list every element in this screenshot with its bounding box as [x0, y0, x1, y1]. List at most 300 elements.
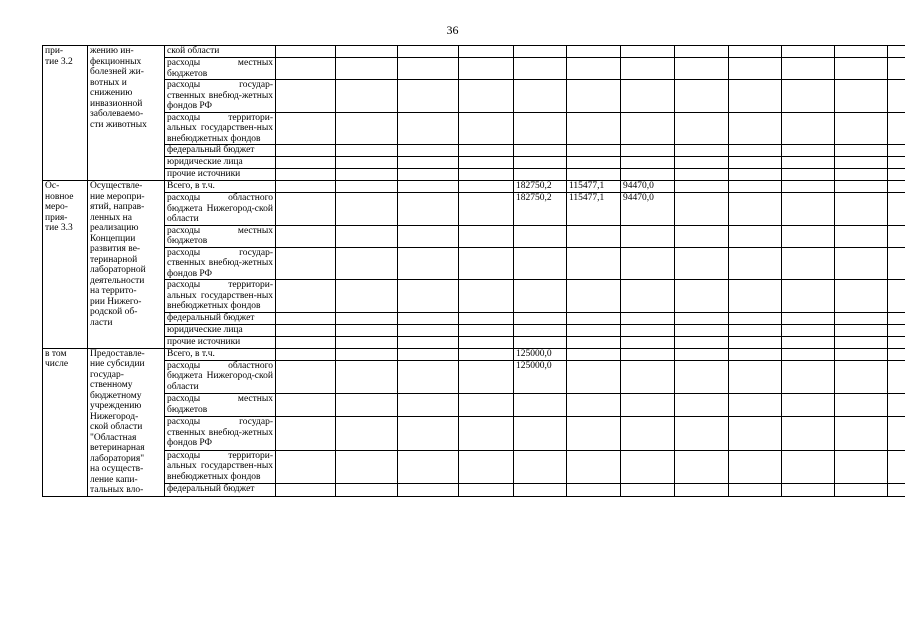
value-cell: [621, 336, 675, 348]
value-cell: [621, 80, 675, 113]
funding-source: федеральный бюджет: [165, 484, 276, 496]
value-cell: [782, 312, 835, 324]
value-cell: [398, 450, 459, 484]
value-cell: [888, 112, 905, 145]
value-cell: [675, 417, 729, 451]
value-cell: [514, 484, 567, 496]
value-cell: [835, 112, 888, 145]
value-cell: [835, 336, 888, 348]
value-cell: [621, 280, 675, 313]
table-row: [43, 336, 905, 348]
value-cell: [514, 312, 567, 324]
value-cell: [782, 348, 835, 360]
value-cell: 125000,0: [514, 360, 567, 394]
funding-source: расходы государ-ственных внебюд-жетных фондов РФ: [165, 247, 276, 280]
value-cell: [336, 112, 398, 145]
value-cell: [729, 157, 782, 169]
value-cell: [888, 324, 905, 336]
value-cell: [398, 280, 459, 313]
value-cell: [782, 46, 835, 58]
value-cell: [888, 80, 905, 113]
value-cell: [398, 312, 459, 324]
table-row: [43, 145, 905, 157]
value-cell: [459, 112, 514, 145]
value-cell: [567, 247, 621, 280]
value-cell: [514, 46, 567, 58]
value-cell: [835, 360, 888, 394]
value-cell: [782, 360, 835, 394]
value-cell: [567, 112, 621, 145]
value-cell: [459, 46, 514, 58]
value-cell: [835, 324, 888, 336]
funding-source: расходы государ-ственных внебюд-жетных фондов РФ: [165, 80, 276, 113]
value-cell: [567, 46, 621, 58]
value-cell: [675, 312, 729, 324]
value-cell: [276, 280, 336, 313]
value-cell: [336, 157, 398, 169]
value-cell: [398, 324, 459, 336]
value-cell: [336, 46, 398, 58]
funding-source: расходы областного бюджета Нижегород-ской области: [165, 193, 276, 226]
value-cell: [514, 225, 567, 247]
funding-source: федеральный бюджет: [165, 312, 276, 324]
value-cell: [888, 247, 905, 280]
value-cell: [336, 169, 398, 181]
value-cell: [782, 336, 835, 348]
value-cell: [835, 280, 888, 313]
value-cell: [835, 58, 888, 80]
value-cell: [675, 112, 729, 145]
value-cell: [888, 58, 905, 80]
value-cell: [276, 46, 336, 58]
value-cell: [621, 348, 675, 360]
value-cell: [729, 324, 782, 336]
value-cell: [835, 157, 888, 169]
funding-source: расходы местных бюджетов: [165, 394, 276, 417]
value-cell: [398, 247, 459, 280]
value-cell: [729, 58, 782, 80]
value-cell: [729, 112, 782, 145]
value-cell: [835, 348, 888, 360]
value-cell: [398, 46, 459, 58]
table-row: [43, 348, 905, 360]
value-cell: [782, 247, 835, 280]
value-cell: [621, 157, 675, 169]
value-cell: [567, 417, 621, 451]
value-cell: [835, 80, 888, 113]
value-cell: [621, 58, 675, 80]
table-row: [43, 450, 905, 484]
value-cell: [835, 247, 888, 280]
value-cell: [782, 417, 835, 451]
value-cell: [276, 484, 336, 496]
value-cell: [398, 417, 459, 451]
value-cell: [459, 348, 514, 360]
value-cell: [888, 169, 905, 181]
value-cell: [398, 336, 459, 348]
value-cell: [729, 46, 782, 58]
value-cell: [888, 280, 905, 313]
value-cell: [729, 394, 782, 417]
value-cell: [675, 169, 729, 181]
value-cell: [459, 193, 514, 226]
value-cell: [729, 417, 782, 451]
value-cell: [336, 280, 398, 313]
funding-table: [42, 45, 905, 497]
value-cell: [675, 46, 729, 58]
value-cell: [567, 145, 621, 157]
value-cell: [398, 225, 459, 247]
funding-source: прочие источники: [165, 169, 276, 181]
value-cell: [459, 169, 514, 181]
value-cell: [835, 450, 888, 484]
section-name: Осуществле- ние меропри- ятий, направ- ленных на реализацию Концепции развития ве- теринарной лабораторной деятельности на террито- рии Нижего- родской об- ласти: [88, 181, 165, 349]
value-cell: 182750,2: [514, 193, 567, 226]
value-cell: [398, 193, 459, 226]
value-cell: [888, 193, 905, 226]
value-cell: [459, 225, 514, 247]
value-cell: [782, 484, 835, 496]
value-cell: [398, 80, 459, 113]
value-cell: [514, 417, 567, 451]
value-cell: [567, 450, 621, 484]
section-label: при- тие 3.2: [43, 46, 88, 181]
value-cell: [514, 336, 567, 348]
value-cell: [567, 58, 621, 80]
value-cell: [276, 324, 336, 336]
table-row: [43, 324, 905, 336]
table-row: [43, 247, 905, 280]
value-cell: [336, 193, 398, 226]
value-cell: [276, 58, 336, 80]
value-cell: [567, 324, 621, 336]
value-cell: [675, 181, 729, 193]
funding-source: Всего, в т.ч.: [165, 181, 276, 193]
value-cell: [514, 157, 567, 169]
value-cell: [459, 145, 514, 157]
value-cell: [276, 193, 336, 226]
value-cell: [888, 394, 905, 417]
table-row: [43, 80, 905, 113]
value-cell: [567, 336, 621, 348]
value-cell: [336, 324, 398, 336]
value-cell: [835, 312, 888, 324]
value-cell: [276, 80, 336, 113]
value-cell: [888, 336, 905, 348]
value-cell: [398, 112, 459, 145]
value-cell: [888, 157, 905, 169]
value-cell: [459, 360, 514, 394]
value-cell: [675, 336, 729, 348]
value-cell: [888, 450, 905, 484]
value-cell: [621, 394, 675, 417]
table-row: [43, 280, 905, 313]
value-cell: [835, 394, 888, 417]
value-cell: [835, 46, 888, 58]
value-cell: [621, 360, 675, 394]
value-cell: [835, 484, 888, 496]
value-cell: [514, 280, 567, 313]
funding-source: ской области: [165, 46, 276, 58]
value-cell: [621, 324, 675, 336]
value-cell: [675, 157, 729, 169]
value-cell: [276, 394, 336, 417]
value-cell: [729, 247, 782, 280]
value-cell: [398, 157, 459, 169]
funding-source: юридические лица: [165, 324, 276, 336]
value-cell: [514, 450, 567, 484]
value-cell: [621, 312, 675, 324]
funding-source: федеральный бюджет: [165, 145, 276, 157]
value-cell: [514, 58, 567, 80]
section-label: в том числе: [43, 348, 88, 496]
value-cell: [675, 348, 729, 360]
value-cell: [567, 484, 621, 496]
value-cell: [459, 394, 514, 417]
value-cell: [729, 450, 782, 484]
value-cell: [729, 169, 782, 181]
value-cell: [675, 225, 729, 247]
funding-source: расходы областного бюджета Нижегород-ской области: [165, 360, 276, 394]
value-cell: [888, 484, 905, 496]
value-cell: [398, 181, 459, 193]
value-cell: [276, 169, 336, 181]
value-cell: [567, 348, 621, 360]
value-cell: [336, 312, 398, 324]
value-cell: [567, 225, 621, 247]
value-cell: [276, 336, 336, 348]
value-cell: [675, 280, 729, 313]
value-cell: [782, 169, 835, 181]
table-row: [43, 360, 905, 394]
table-row: [43, 193, 905, 226]
value-cell: [729, 80, 782, 113]
value-cell: [675, 324, 729, 336]
value-cell: [675, 360, 729, 394]
table-row: [43, 112, 905, 145]
value-cell: [276, 450, 336, 484]
value-cell: [621, 46, 675, 58]
value-cell: [398, 394, 459, 417]
value-cell: [621, 112, 675, 145]
value-cell: [459, 417, 514, 451]
value-cell: [835, 169, 888, 181]
funding-source: расходы территори-альных государствен-ных внебюджетных фондов: [165, 450, 276, 484]
value-cell: [336, 58, 398, 80]
value-cell: [567, 394, 621, 417]
value-cell: [276, 312, 336, 324]
value-cell: [888, 360, 905, 394]
table-row: [43, 484, 905, 496]
value-cell: [782, 225, 835, 247]
value-cell: [888, 225, 905, 247]
table-row: [43, 312, 905, 324]
value-cell: [276, 225, 336, 247]
section-label: Ос- новное меро- прия- тие 3.3: [43, 181, 88, 349]
value-cell: 94470,0: [621, 181, 675, 193]
value-cell: [621, 145, 675, 157]
value-cell: [675, 484, 729, 496]
value-cell: [336, 484, 398, 496]
table-row: [43, 225, 905, 247]
funding-source: расходы территори-альных государствен-ных внебюджетных фондов: [165, 280, 276, 313]
section-name: Предоставле- ние субсидии государ- ственному бюджетному учреждению Нижегород- ской области "Областная ветеринарная лаборатория" на осуществ- ление капи- тальных вло-: [88, 348, 165, 496]
value-cell: 115477,1: [567, 193, 621, 226]
value-cell: [621, 169, 675, 181]
value-cell: 115477,1: [567, 181, 621, 193]
value-cell: [782, 394, 835, 417]
value-cell: [782, 450, 835, 484]
value-cell: [336, 336, 398, 348]
value-cell: [729, 280, 782, 313]
value-cell: [276, 157, 336, 169]
value-cell: [276, 417, 336, 451]
value-cell: [729, 181, 782, 193]
page-number: 36: [446, 23, 459, 37]
funding-source: юридические лица: [165, 157, 276, 169]
funding-source: прочие источники: [165, 336, 276, 348]
value-cell: [514, 145, 567, 157]
value-cell: [459, 157, 514, 169]
value-cell: [336, 394, 398, 417]
value-cell: [336, 348, 398, 360]
value-cell: [336, 360, 398, 394]
value-cell: [729, 193, 782, 226]
value-cell: [782, 324, 835, 336]
value-cell: [276, 145, 336, 157]
value-cell: [835, 181, 888, 193]
table-body: [43, 46, 905, 497]
value-cell: [729, 312, 782, 324]
funding-source: расходы местных бюджетов: [165, 225, 276, 247]
value-cell: [782, 112, 835, 145]
value-cell: [621, 450, 675, 484]
value-cell: [276, 112, 336, 145]
value-cell: [336, 417, 398, 451]
table-row: [43, 157, 905, 169]
value-cell: [459, 336, 514, 348]
funding-source: расходы местных бюджетов: [165, 58, 276, 80]
value-cell: [567, 80, 621, 113]
value-cell: [729, 145, 782, 157]
value-cell: [729, 360, 782, 394]
value-cell: [729, 484, 782, 496]
value-cell: [276, 247, 336, 280]
value-cell: [567, 280, 621, 313]
value-cell: [514, 80, 567, 113]
funding-source: расходы государ-ственных внебюд-жетных фондов РФ: [165, 417, 276, 451]
value-cell: [514, 112, 567, 145]
value-cell: [336, 181, 398, 193]
value-cell: [514, 169, 567, 181]
value-cell: [459, 80, 514, 113]
value-cell: [888, 312, 905, 324]
table-row: [43, 181, 905, 193]
value-cell: [835, 417, 888, 451]
value-cell: [459, 450, 514, 484]
value-cell: [782, 280, 835, 313]
value-cell: [459, 58, 514, 80]
value-cell: [336, 450, 398, 484]
value-cell: [835, 193, 888, 226]
table-row: [43, 417, 905, 451]
table-row: [43, 169, 905, 181]
value-cell: [459, 484, 514, 496]
funding-source: расходы территори-альных государствен-ных внебюджетных фондов: [165, 112, 276, 145]
value-cell: [888, 348, 905, 360]
value-cell: [621, 484, 675, 496]
value-cell: [567, 169, 621, 181]
value-cell: [782, 145, 835, 157]
value-cell: 125000,0: [514, 348, 567, 360]
value-cell: [675, 247, 729, 280]
value-cell: [336, 247, 398, 280]
value-cell: [276, 348, 336, 360]
value-cell: [729, 336, 782, 348]
table-row: [43, 58, 905, 80]
value-cell: [398, 360, 459, 394]
value-cell: [459, 280, 514, 313]
value-cell: [336, 80, 398, 113]
value-cell: [675, 193, 729, 226]
value-cell: [888, 417, 905, 451]
value-cell: [888, 181, 905, 193]
value-cell: [782, 58, 835, 80]
value-cell: [621, 247, 675, 280]
value-cell: [782, 181, 835, 193]
value-cell: [888, 145, 905, 157]
value-cell: [398, 169, 459, 181]
value-cell: [675, 80, 729, 113]
value-cell: [621, 417, 675, 451]
value-cell: [782, 80, 835, 113]
value-cell: [398, 348, 459, 360]
value-cell: [835, 145, 888, 157]
value-cell: [459, 181, 514, 193]
value-cell: [675, 450, 729, 484]
value-cell: [567, 312, 621, 324]
value-cell: [276, 360, 336, 394]
value-cell: [398, 484, 459, 496]
value-cell: [514, 247, 567, 280]
value-cell: [567, 157, 621, 169]
value-cell: [336, 225, 398, 247]
value-cell: [459, 312, 514, 324]
value-cell: [336, 145, 398, 157]
value-cell: [398, 145, 459, 157]
value-cell: [729, 348, 782, 360]
value-cell: [398, 58, 459, 80]
value-cell: [675, 394, 729, 417]
value-cell: 182750,2: [514, 181, 567, 193]
value-cell: [675, 58, 729, 80]
table-row: [43, 46, 905, 58]
value-cell: [675, 145, 729, 157]
value-cell: [835, 225, 888, 247]
value-cell: [276, 181, 336, 193]
value-cell: [782, 157, 835, 169]
value-cell: 94470,0: [621, 193, 675, 226]
value-cell: [514, 324, 567, 336]
table-row: [43, 394, 905, 417]
value-cell: [888, 46, 905, 58]
value-cell: [782, 193, 835, 226]
value-cell: [459, 324, 514, 336]
section-name: жению ин- фекционных болезней жи- вотных и снижению инвазионной заболеваемо- сти животных: [88, 46, 165, 181]
funding-source: Всего, в т.ч.: [165, 348, 276, 360]
value-cell: [729, 225, 782, 247]
value-cell: [621, 225, 675, 247]
